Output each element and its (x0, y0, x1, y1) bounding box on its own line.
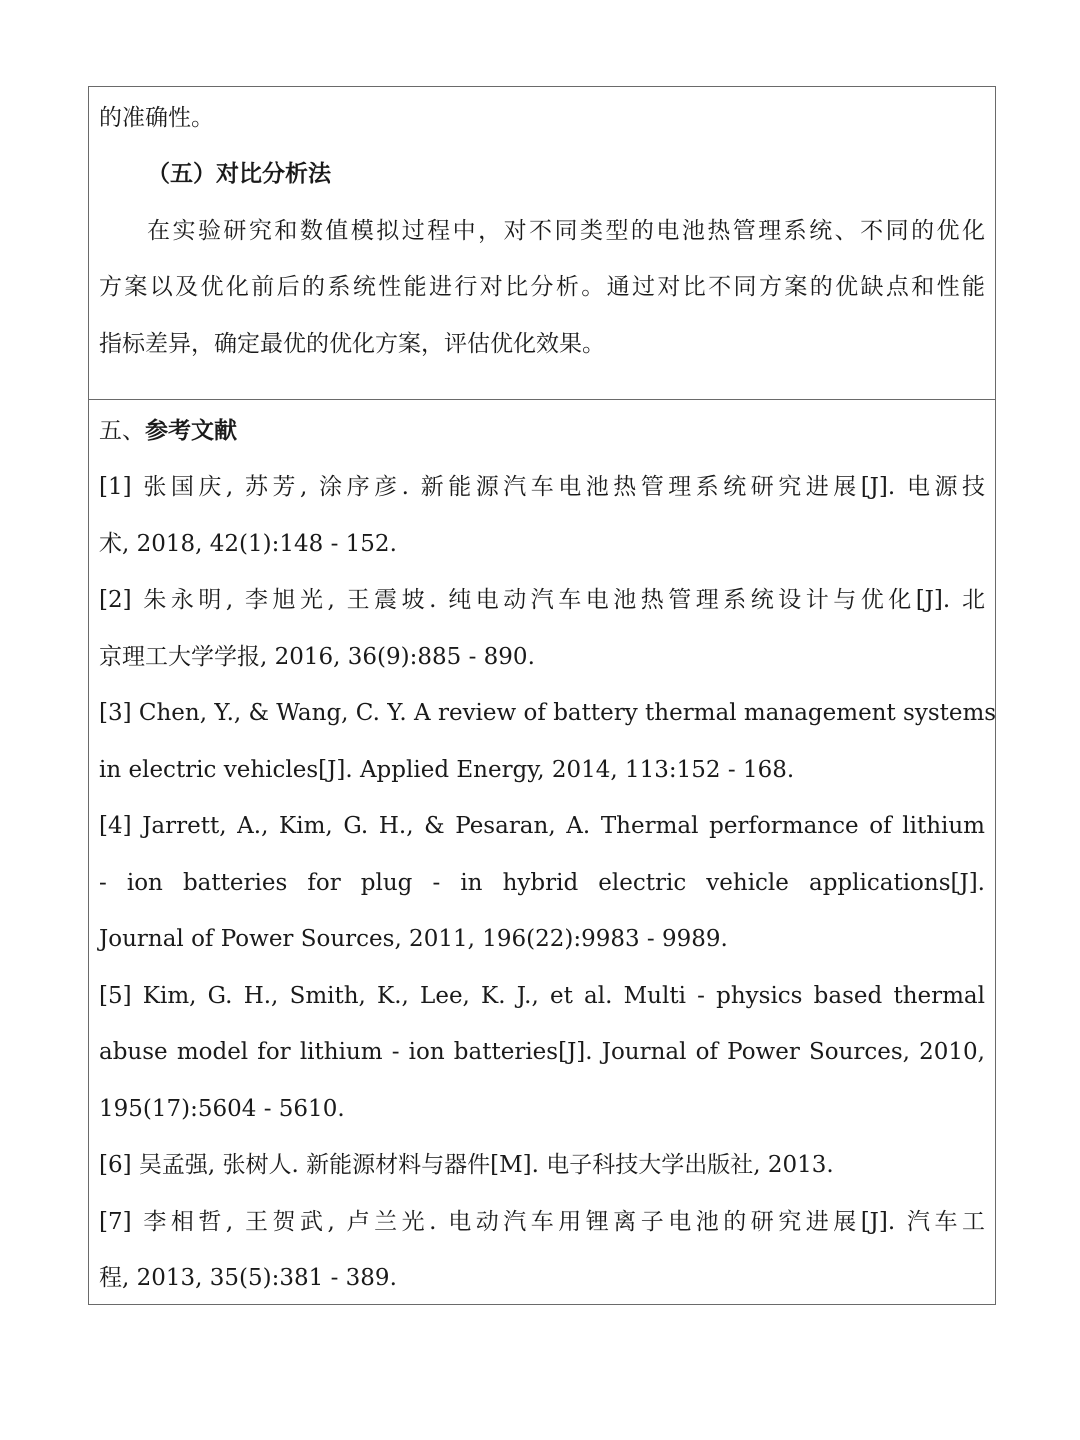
references-heading-number: 五、 (99, 418, 145, 444)
reference-line: [1] 张国庆, 苏芳, 涂序彦. 新能源汽车电池热管理系统研究进展[J]. 电源技 (99, 474, 985, 500)
reference-line: [6] 吴孟强, 张树人. 新能源材料与器件[M]. 电子科技大学出版社, 2013. (99, 1152, 834, 1178)
reference-line: abuse model for lithium - ion batteries[J]. Journal of Power Sources, 2010, (99, 1039, 985, 1065)
reference-line: 程, 2013, 35(5):381 - 389. (99, 1265, 397, 1291)
paragraph-line: 在实验研究和数值模拟过程中，对不同类型的电池热管理系统、不同的优化 (147, 218, 985, 244)
reference-line: 195(17):5604 - 5610. (99, 1096, 345, 1122)
references-section (89, 400, 995, 1304)
proposal-table (88, 86, 996, 1305)
reference-line: - ion batteries for plug - in hybrid electric vehicle applications[J]. (99, 870, 985, 896)
paragraph-line: 指标差异，确定最优的优化方案，评估优化效果。 (99, 331, 605, 357)
reference-line: Journal of Power Sources, 2011, 196(22):9983 - 9989. (99, 926, 728, 952)
continuation-text: 的准确性。 (99, 105, 214, 131)
reference-line: [4] Jarrett, A., Kim, G. H., & Pesaran, A. Thermal performance of lithium (99, 813, 985, 839)
reference-line: [7] 李相哲, 王贺武, 卢兰光. 电动汽车用锂离子电池的研究进展[J]. 汽车工 (99, 1209, 985, 1235)
references-heading-title: 参考文献 (145, 417, 237, 444)
reference-line: 京理工大学学报, 2016, 36(9):885 - 890. (99, 644, 535, 670)
paragraph-line: 方案以及优化前后的系统性能进行对比分析。通过对比不同方案的优缺点和性能 (99, 274, 985, 300)
reference-line: [2] 朱永明, 李旭光, 王震坡. 纯电动汽车电池热管理系统设计与优化[J]. 北 (99, 587, 985, 613)
reference-line: [5] Kim, G. H., Smith, K., Lee, K. J., et al. Multi - physics based thermal (99, 983, 985, 1009)
methods-section (89, 87, 995, 400)
reference-line: 术, 2018, 42(1):148 - 152. (99, 531, 397, 557)
comparison-method-heading: （五）对比分析法 (147, 160, 331, 187)
reference-line: in electric vehicles[J]. Applied Energy, 2014, 113:152 - 168. (99, 757, 795, 783)
reference-line: [3] Chen, Y., & Wang, C. Y. A review of battery thermal management systems (99, 700, 997, 726)
references-heading (99, 416, 985, 446)
